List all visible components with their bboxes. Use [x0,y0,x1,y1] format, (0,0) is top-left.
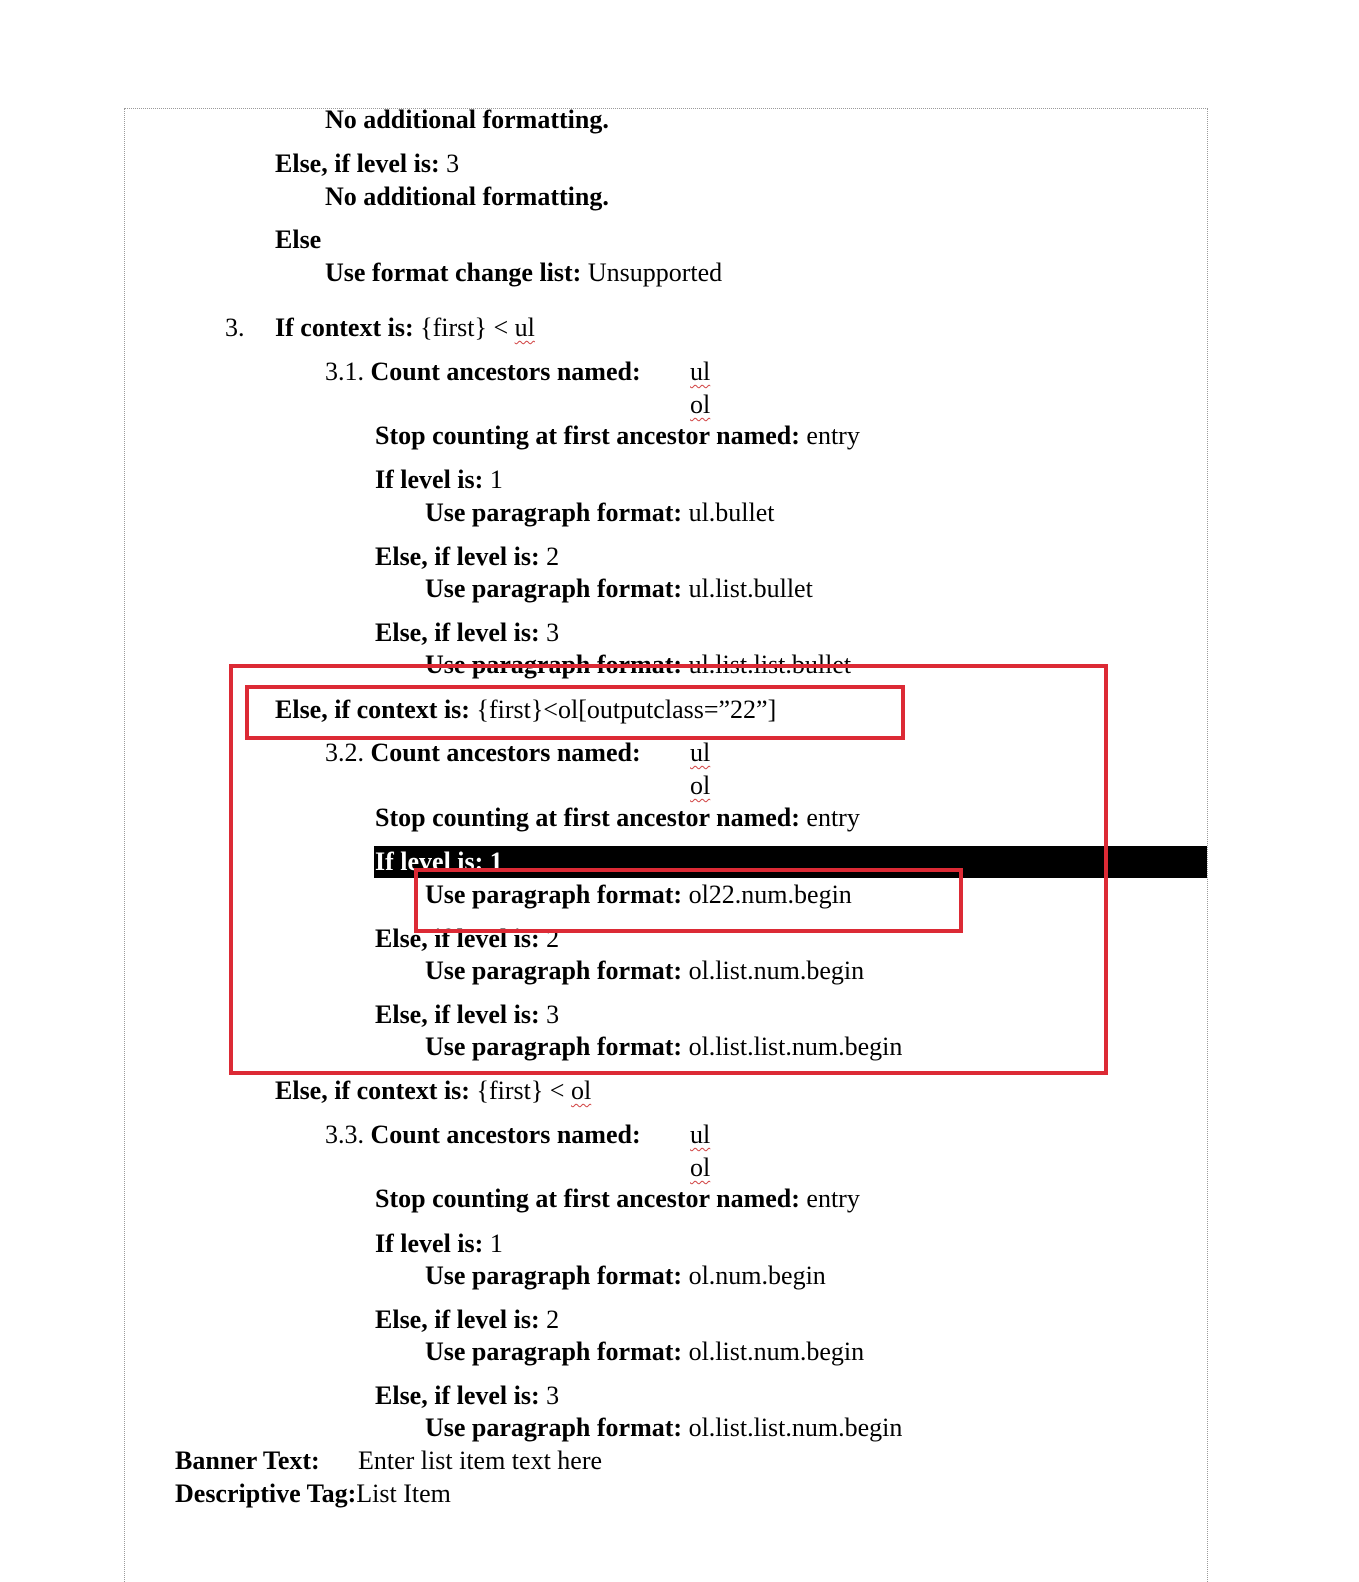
level-value: 3 [446,149,460,178]
level-value: 3 [546,1000,560,1029]
level-value: 2 [546,924,560,953]
ancestor-ol: ol [690,771,711,800]
else-if-level-2-line [375,1305,559,1335]
stop-counting-label: Stop counting at first ancestor named: [375,421,800,450]
else-if-level-label: Else, if level is: [275,149,440,178]
stop-counting-line [375,1184,860,1214]
paragraph-format-value: ol.list.num.begin [688,956,865,985]
sub-3-1-count-line [325,357,641,387]
no-formatting-line-2: No additional formatting. [325,182,609,211]
count-ancestors-label: Count ancestors named: [370,357,641,386]
ancestor-ol: ol [690,1153,711,1182]
if-level-1-line [375,465,503,495]
else-if-level-label: Else, if level is: [375,1000,540,1029]
level-value: 2 [546,1305,560,1334]
paragraph-format-label: Use paragraph format: [425,574,683,603]
paragraph-format-label: Use paragraph format: [425,498,683,527]
else-if-level-3-line [375,618,559,648]
paragraph-format-label: Use paragraph format: [425,880,683,909]
sub-number: 3.3. [325,1120,364,1149]
paragraph-format-value: ol22.num.begin [688,880,852,909]
rule-3-number: 3. [225,313,245,342]
level-value: 3 [546,1381,560,1410]
stop-counting-line [375,421,860,451]
paragraph-format-value: ol.list.list.num.begin [688,1413,903,1442]
format-change-value: Unsupported [587,258,723,287]
paragraph-format-line [425,498,775,528]
else-if-level-2-line [375,542,559,572]
else-if-level-label: Else, if level is: [375,618,540,647]
count-ancestors-label: Count ancestors named: [370,738,641,767]
format-change-line [325,258,722,288]
else-if-context-label: Else, if context is: [275,695,470,724]
paragraph-format-label: Use paragraph format: [425,1413,683,1442]
count-ancestors-label: Count ancestors named: [370,1120,641,1149]
stop-counting-label: Stop counting at first ancestor named: [375,1184,800,1213]
descriptive-tag-line [175,1479,451,1509]
if-context-label: If context is: [275,313,414,342]
level-value: 1 [489,1229,503,1258]
context-tag: ul [514,313,535,342]
else-if-context-label: Else, if context is: [275,1076,470,1105]
sub-number: 3.1. [325,357,364,386]
paragraph-format-line [425,574,813,604]
paragraph-format-label: Use paragraph format: [425,650,683,679]
paragraph-format-label: Use paragraph format: [425,1032,683,1061]
if-level-1-line [375,1229,503,1259]
sub-3-3-count-line [325,1120,641,1150]
else-if-level-label: Else, if level is: [375,1381,540,1410]
else-if-level-label: Else, if level is: [375,542,540,571]
else-if-level-3-line [375,1381,559,1411]
level-value: 3 [546,618,560,647]
level-value: 2 [546,542,560,571]
rule-3-context-line [275,313,535,343]
context-value: {first}<ol[outputclass=”22”] [476,695,777,724]
paragraph-format-line [425,1261,826,1291]
paragraph-format-value: ul.list.bullet [688,574,813,603]
else-if-context-ol-line [275,1076,591,1106]
level-value: 1 [489,465,503,494]
highlighted-if-level-1-line: If level is: 1 [375,847,503,876]
banner-text-value: Enter list item text here [358,1446,603,1475]
stop-value: entry [806,421,860,450]
annotation-box-context [245,685,905,740]
paragraph-format-line [425,1337,864,1367]
stop-value: entry [806,1184,860,1213]
descriptive-tag-label: Descriptive Tag: [175,1479,357,1508]
paragraph-format-value: ol.num.begin [688,1261,826,1290]
if-level-label: If level is: [375,1229,484,1258]
if-level-label: If level is: [375,465,484,494]
no-formatting-line-1: No additional formatting. [325,105,609,134]
context-prefix: {first} < [476,1076,571,1105]
banner-text-label: Banner Text: [175,1446,320,1475]
context-prefix: {first} < [420,313,515,342]
annotation-box-format [414,868,963,933]
paragraph-format-value: ul.list.list.bullet [688,650,852,679]
ancestor-ul: ul [690,738,711,767]
format-change-label: Use format change list: [325,258,582,287]
ancestor-ol: ol [690,390,711,419]
paragraph-format-value: ul.bullet [688,498,775,527]
paragraph-format-value: ol.list.num.begin [688,1337,865,1366]
ancestor-ul: ul [690,1120,711,1149]
context-tag: ol [570,1076,592,1105]
paragraph-format-label: Use paragraph format: [425,1261,683,1290]
else-if-level-label: Else, if level is: [375,1305,540,1334]
ancestor-ul: ul [690,357,711,386]
else-if-level-label: Else, if level is: [375,924,540,953]
descriptive-tag-value: List Item [356,1479,451,1508]
sub-number: 3.2. [325,738,364,767]
paragraph-format-line [425,1413,902,1443]
paragraph-format-label: Use paragraph format: [425,1337,683,1366]
paragraph-format-value: ol.list.list.num.begin [688,1032,903,1061]
stop-counting-label: Stop counting at first ancestor named: [375,803,800,832]
paragraph-format-label: Use paragraph format: [425,956,683,985]
stop-value: entry [806,803,860,832]
else-if-level-3-line [275,149,459,179]
else-label: Else [275,225,322,254]
